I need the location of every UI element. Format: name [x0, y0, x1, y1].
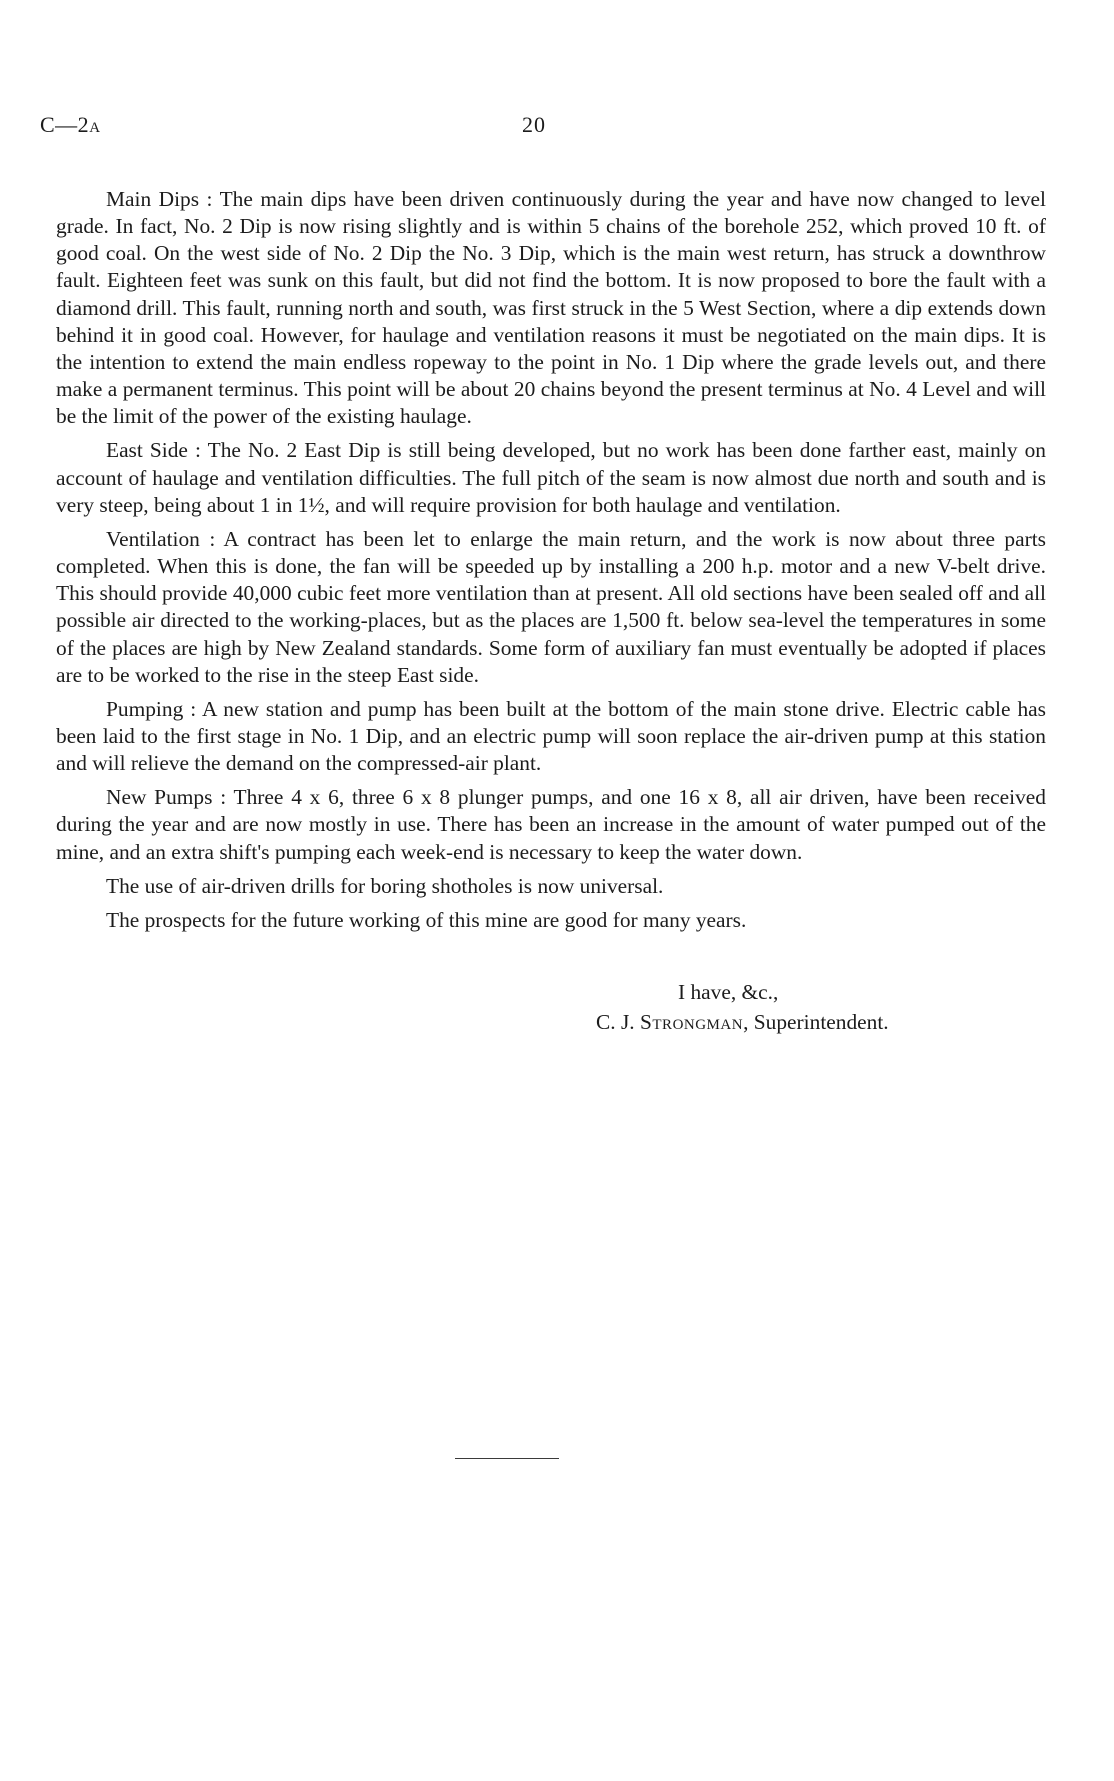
code-prefix: C—2 [40, 112, 90, 137]
paragraph-text: A contract has been let to enlarge the main return, and the work is now about three parts completed. When this is done, the fan will be speeded up by installing a 200 h.p. motor and a new V-belt drive. This should provide 40,000 cubic feet more ventilation than at present. All old sections have been sealed off and all possible air directed to the working-places, but as the places are 1,500 ft. below sea-level the temperatures in some of the places are high by New Zealand standards. Some form of auxiliary fan must eventually be adopted if places are to be worked to the rise in the steep East side. [56, 526, 1046, 687]
signature-line [596, 1010, 889, 1035]
paragraph-text: A new station and pump has been built at the bottom of the main stone drive. Electric cable has been laid to the first stage in No. 1 Dip, and an electric pump will soon replace the air-driven pump at this station and will relieve the demand on the compressed-air plant. [56, 696, 1046, 776]
paragraph-heading: Pumping [106, 696, 184, 721]
fraction: ½ [308, 492, 325, 517]
closing-salutation: I have, &c., [678, 980, 779, 1004]
running-head-code [40, 112, 101, 138]
paragraph-text: The main dips have been driven continuously during the year and have now changed to level grade. In fact, No. 2 Dip is now rising slightly and is within 5 chains of the borehole 252, which proved 10 ft. of good coal. On the west side of No. 2 Dip the No. 3 Dip, which is the main west return, has struck a downthrow fault. Eighteen feet was sunk on this fault, but did not find the bottom. It is now proposed to bore the fault with a diamond drill. This fault, running north and south, was first struck in the 5 West Section, where a dip extends down behind it in good coal. However, for haulage and ventilation reasons it must be negotiated on the main dips. It is the intention to extend the main endless ropeway to the point in No. 1 Dip where the grade levels out, and there make a permanent terminus. This point will be about 20 chains beyond the present terminus at No. 4 Level and will be the limit of the power of the existing haulage. [56, 187, 1046, 429]
code-suffix: A [89, 120, 101, 136]
signature-surname: Strongman [640, 1010, 744, 1034]
paragraph-heading: Main Dips [106, 187, 200, 211]
page-number: 20 [522, 112, 546, 137]
paragraph-text: Three 4 x 6, three 6 x 8 plunger pumps, and one 16 x 8, all air driven, have been received during the year and are now mostly in use. There has been an increase in the amount of water pumped out of the mine, and an extra shift's pumping each week-end is necessary to keep the water down. [56, 785, 1046, 864]
paragraph-main-dips: Main Dips : The main dips have been driven continuously during the year and have now changed to level grade. In fact, No. 2 Dip is now rising slightly and is within 5 chains of the borehole 252, which proved 10 ft. of good coal. On the west side of No. 2 Dip the No. 3 Dip, which is the main west return, has struck a downthrow fault. Eighteen feet was sunk on this fault, but did not find the bottom. It is now proposed to bore the fault with a diamond drill. This fault, running north and south, was first struck in the 5 West Section, where a dip extends down behind it in good coal. However, for haulage and ventilation reasons it must be negotiated on the main dips. It is the intention to extend the main endless ropeway to the point in No. 1 Dip where the grade levels out, and there make a permanent terminus. This point will be about 20 chains beyond the present terminus at No. 4 Level and will be the limit of the power of the existing haulage. [56, 187, 1046, 429]
end-rule-divider [455, 1458, 559, 1459]
paragraph-east-side: East Side : The No. 2 East Dip is still being developed, but no work has been done farther east, mainly on account of haulage and ventilation difficulties. The full pitch of the seam is now almost due north and south and is very steep, being about 1 in 1½, and will require provision for both haulage and ventilation. [56, 438, 1046, 517]
paragraph-heading: Ventilation [106, 526, 200, 551]
paragraph-heading: New Pumps [106, 785, 213, 810]
paragraph-text: The No. 2 East Dip is still being developed, but no work has been done farther east, mainly on account of haulage and ventilation difficulties. The full pitch of the seam is now almost due north and south and is very steep, being about 1 in 1 [56, 438, 1046, 517]
paragraph-drills [56, 873, 1046, 900]
paragraph-text-end: , and will require provision for both haulage and ventilation. [324, 492, 841, 517]
signature-title: , Superintendent. [743, 1010, 889, 1034]
paragraph-heading: East Side [106, 438, 188, 463]
paragraph-text: The use of air-driven drills for boring shotholes is now universal. [106, 873, 664, 898]
paragraph-pumping: Pumping : A new station and pump has been built at the bottom of the main stone drive. Electric cable has been laid to the first stage in No. 1 Dip, and an electric pump will soon replace the air-driven pump at this station and will relieve the demand on the compressed-air plant. [56, 696, 1046, 776]
paragraph-prospects [56, 907, 1046, 934]
signature-initials: C. J. [596, 1010, 635, 1034]
paragraph-new-pumps: New Pumps : Three 4 x 6, three 6 x 8 plunger pumps, and one 16 x 8, all air driven, have been received during the year and are now mostly in use. There has been an increase in the amount of water pumped out of the mine, and an extra shift's pumping each week-end is necessary to keep the water down. [56, 785, 1046, 864]
paragraph-ventilation: Ventilation : A contract has been let to enlarge the main return, and the work is now about three parts completed. When this is done, the fan will be speeded up by installing a 200 h.p. motor and a new V-belt drive. This should provide 40,000 cubic feet more ventilation than at present. All old sections have been sealed off and all possible air directed to the working-places, but as the places are 1,500 ft. below sea-level the temperatures in some of the places are high by New Zealand standards. Some form of auxiliary fan must eventually be adopted if places are to be worked to the rise in the steep East side. [56, 526, 1046, 687]
body-text [56, 186, 1046, 941]
paragraph-text: The prospects for the future working of this mine are good for many years. [106, 907, 747, 932]
